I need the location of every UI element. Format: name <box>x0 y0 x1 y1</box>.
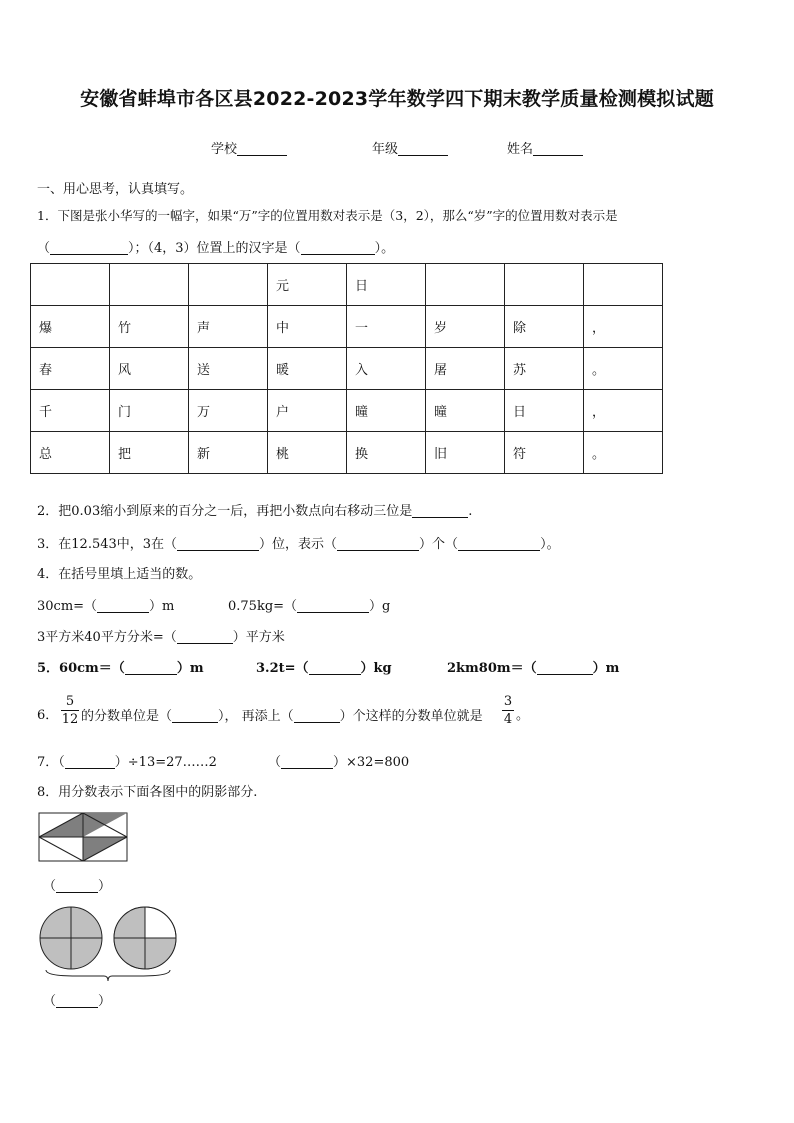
q6-frac2-num: 3 <box>503 694 513 709</box>
q1-text-2 <box>37 241 394 255</box>
q3-text-c: ）个（ <box>419 537 459 552</box>
grid-cell: 。 <box>584 432 663 474</box>
q5-b-blank[interactable] <box>309 661 361 675</box>
q8-answer-1 <box>43 879 111 893</box>
school-blank[interactable] <box>237 142 287 156</box>
q3-blank-3[interactable] <box>458 537 540 551</box>
fraction-bar <box>502 710 514 711</box>
grid-cell: 日 <box>505 390 584 432</box>
q3-blank-1[interactable] <box>177 537 259 551</box>
q8-text: 8．用分数表示下面各图中的阴影部分. <box>37 785 258 800</box>
q3-text-b: ）位，表示（ <box>259 537 338 552</box>
q8-ans2-close: ） <box>98 994 112 1009</box>
grid-cell: 苏 <box>505 348 584 390</box>
q7-a-blank[interactable] <box>65 755 115 769</box>
q5-a <box>37 661 204 675</box>
grid-cell: 竹 <box>110 306 189 348</box>
grid-cell: 千 <box>31 390 110 432</box>
q2-tail: . <box>468 504 473 519</box>
grid-cell: 总 <box>31 432 110 474</box>
rectangle-figure <box>38 812 130 864</box>
q6-frac2-den: 4 <box>503 712 513 727</box>
grid-cell: 除 <box>505 306 584 348</box>
q5-a-blank[interactable] <box>125 661 177 675</box>
grade-label: 年级 <box>372 142 399 157</box>
grid-cell <box>110 264 189 306</box>
q5-c-blank[interactable] <box>537 661 593 675</box>
q5-c-unit: ）m <box>592 661 620 676</box>
q4-c <box>37 630 285 644</box>
q6-frac1-den: 12 <box>61 712 79 727</box>
q4-c-blank[interactable] <box>177 630 233 644</box>
grid-cell <box>426 264 505 306</box>
q6-end: 。 <box>516 708 530 723</box>
q2-blank[interactable] <box>412 504 468 518</box>
q7-b <box>268 755 409 769</box>
q4-b <box>228 599 390 613</box>
q8-ans1-open: （ <box>43 879 57 894</box>
grid-cell: 把 <box>110 432 189 474</box>
q1-end: ）。 <box>374 241 395 256</box>
q6-number: 6． <box>37 708 59 723</box>
grid-cell: 换 <box>347 432 426 474</box>
grid-cell: 曈 <box>426 390 505 432</box>
q8-answer-2 <box>43 994 111 1008</box>
q7-b-text: （ <box>268 755 282 770</box>
q4-b-blank[interactable] <box>297 599 369 613</box>
q6-blank-2[interactable] <box>294 709 340 723</box>
grid-cell: 元 <box>268 264 347 306</box>
grid-cell: 屠 <box>426 348 505 390</box>
q3-text-a: 3．在12.543中，3在（ <box>37 537 178 552</box>
grid-cell: 声 <box>189 306 268 348</box>
grid-cell: 曈 <box>347 390 426 432</box>
grid-cell <box>189 264 268 306</box>
q6-fraction-2 <box>502 695 514 726</box>
q7-a <box>37 755 217 769</box>
q4-text: 4．在括号里填上适当的数。 <box>37 567 202 582</box>
q7-a-text: 7．（ <box>37 755 65 770</box>
curly-brace <box>46 970 170 981</box>
q5-a-text: 5．60cm＝（ <box>37 661 125 676</box>
q3-text-d: ）。 <box>540 537 560 552</box>
q1-mid: ）；（4，3）位置上的汉字是（ <box>128 241 301 256</box>
grid-cell: 万 <box>189 390 268 432</box>
grid-cell: 桃 <box>268 432 347 474</box>
school-label: 学校 <box>211 142 238 157</box>
grid-cell: 符 <box>505 432 584 474</box>
q6-text-3: ）个这样的分数单位就是 <box>339 709 483 724</box>
q1-blank-2[interactable] <box>301 241 375 255</box>
q8-ans2-open: （ <box>43 994 57 1009</box>
grid-row <box>31 390 663 432</box>
section-heading: 一、用心思考，认真填写。 <box>37 182 194 197</box>
school-field <box>211 142 287 156</box>
grid-cell: 门 <box>110 390 189 432</box>
grid-cell: 岁 <box>426 306 505 348</box>
q4-a-blank[interactable] <box>97 599 149 613</box>
page-title: 安徽省蚌埠市各区县2022-2023学年数学四下期末教学质量检测模拟试题 <box>80 88 714 110</box>
q1-text: 1．下图是张小华写的一幅字，如果“万”字的位置用数对表示是（3，2），那么“岁”字的位置用数对表示是 <box>37 208 618 223</box>
q6-blank-1[interactable] <box>172 709 218 723</box>
q6-text-2: ）， 再添上（ <box>218 709 294 724</box>
q1-blank-1[interactable] <box>50 241 128 255</box>
grid-row <box>31 432 663 474</box>
q4-c-unit: ）平方米 <box>232 630 285 645</box>
grid-cell: 户 <box>268 390 347 432</box>
q8-blank-1[interactable] <box>56 879 98 893</box>
q8-blank-2[interactable] <box>56 994 98 1008</box>
q4-b-text: 0.75kg=（ <box>228 599 298 614</box>
grid-cell: 新 <box>189 432 268 474</box>
grid-cell <box>584 264 663 306</box>
character-grid <box>30 263 663 474</box>
q4-c-text: 3平方米40平方分米=（ <box>37 630 177 645</box>
grade-blank[interactable] <box>398 142 448 156</box>
grid-cell: 春 <box>31 348 110 390</box>
grid-row <box>31 348 663 390</box>
q7-b-expr: ）×32=800 <box>333 755 410 770</box>
q5-c-text: 2km80m＝（ <box>447 661 537 676</box>
q2 <box>37 504 472 518</box>
name-field <box>507 142 583 156</box>
grid-cell: 入 <box>347 348 426 390</box>
q1-paren-open: （ <box>37 241 51 256</box>
grid-row <box>31 306 663 348</box>
grid-cell: 爆 <box>31 306 110 348</box>
grid-cell <box>31 264 110 306</box>
grid-cell: 日 <box>347 264 426 306</box>
grid-cell: 中 <box>268 306 347 348</box>
q7-a-expr: ）÷13=27……2 <box>114 755 217 770</box>
grid-row <box>31 264 663 306</box>
grid-cell: 风 <box>110 348 189 390</box>
q3-blank-2[interactable] <box>337 537 419 551</box>
q6-fraction-1 <box>61 695 79 726</box>
grid-cell: 。 <box>584 348 663 390</box>
q6-text <box>81 709 483 723</box>
circles-figure <box>36 906 180 982</box>
q5-b <box>256 661 392 675</box>
grid-cell: ， <box>584 306 663 348</box>
name-label: 姓名 <box>507 142 534 157</box>
q7-b-blank[interactable] <box>281 755 333 769</box>
q2-text: 2．把0.03缩小到原来的百分之一后，再把小数点向右移动三位是 <box>37 504 413 519</box>
q5-b-unit: ）kg <box>360 661 392 676</box>
grid-cell: 暖 <box>268 348 347 390</box>
grid-cell: ， <box>584 390 663 432</box>
fraction-bar <box>61 710 79 711</box>
q6-text-1: 的分数单位是（ <box>81 709 173 724</box>
grid-cell: 一 <box>347 306 426 348</box>
q6-frac1-num: 5 <box>65 694 75 709</box>
grid-cell <box>505 264 584 306</box>
q3 <box>37 537 560 551</box>
q4-a-unit: ）m <box>149 599 175 614</box>
grid-cell: 送 <box>189 348 268 390</box>
q4-b-unit: ）g <box>369 599 391 614</box>
q4-a <box>37 599 174 613</box>
q5-c <box>447 661 619 675</box>
grade-field <box>372 142 448 156</box>
q5-a-unit: ）m <box>176 661 204 676</box>
q5-b-text: 3.2t=（ <box>256 661 309 676</box>
grid-cell: 旧 <box>426 432 505 474</box>
q8-ans1-close: ） <box>98 879 112 894</box>
name-blank[interactable] <box>533 142 583 156</box>
q4-a-text: 30cm=（ <box>37 599 98 614</box>
